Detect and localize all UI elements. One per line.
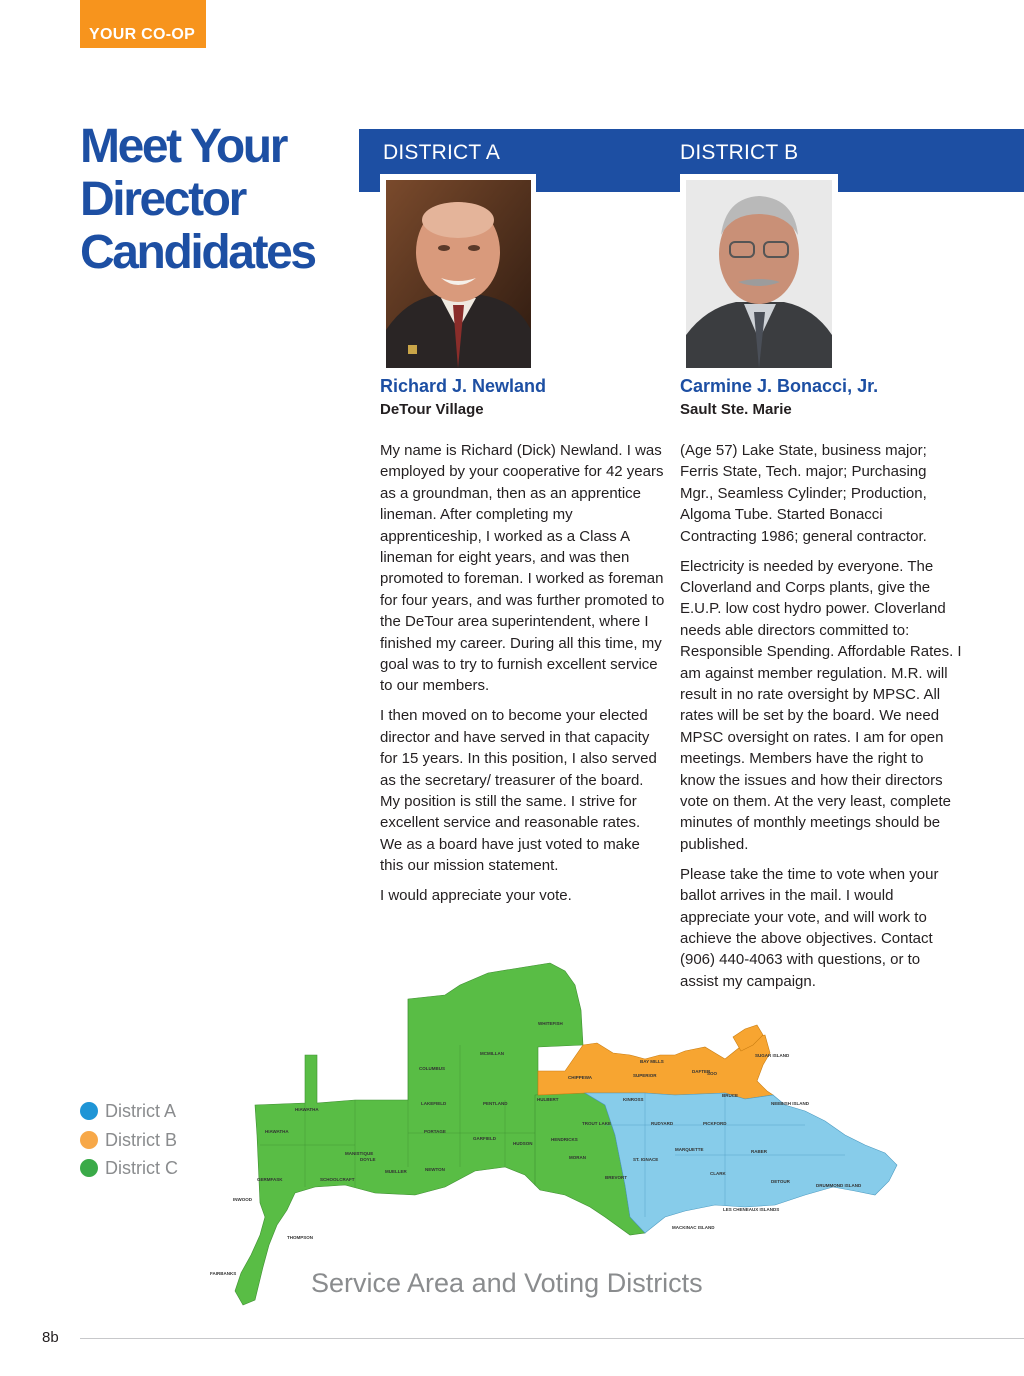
map-place-label: THOMPSON	[287, 1235, 314, 1240]
map-place-label: CHIPPEWA	[568, 1075, 593, 1080]
map-place-label: LES CHENEAUX ISLANDS	[723, 1207, 780, 1212]
legend-dot	[80, 1131, 98, 1149]
map-place-label: DETOUR	[771, 1179, 790, 1184]
map-place-label: SCHOOLCRAFT	[320, 1177, 355, 1182]
map-place-label: SUGAR ISLAND	[755, 1053, 790, 1058]
district-a-label: DISTRICT A	[383, 141, 501, 164]
legend-label: District C	[105, 1158, 178, 1178]
map-place-label: SOO	[707, 1071, 718, 1076]
page-title	[80, 120, 350, 279]
map-place-label: RABER	[751, 1149, 768, 1154]
bio-paragraph: Electricity is needed by everyone. The Cloverland and Corps plants, give the E.U.P. low cost hydro power. Cloverland needs able directors committed to: Responsible Spending. Affordable Rates. I am against member regulation. M.R. will result in no rate oversight by MPSC. All rates will be set by the board. We need MPSC oversight on rates. I am for open meetings. Members have the right to know the issues and how their directors vote on them. At the very least, complete minutes of monthly meetings should be published.	[680, 557, 962, 853]
map-place-label: NEWTON	[425, 1167, 445, 1172]
legend-label: District B	[105, 1129, 177, 1150]
candidate-a-bio	[380, 440, 665, 915]
map-place-label: MACKINAC ISLAND	[672, 1225, 715, 1230]
map-caption: Service Area and Voting Districts	[311, 1268, 703, 1298]
map-place-label: COLUMBUS	[419, 1066, 445, 1071]
bio-paragraph: I would appreciate your vote.	[380, 887, 572, 905]
candidate-a-town: DeTour Village	[380, 401, 484, 418]
map-place-label: DAFTER	[692, 1069, 711, 1074]
map-place-label: DOYLE	[360, 1157, 376, 1162]
district-c-region	[235, 963, 583, 1305]
map-place-label: LAKEFIELD	[421, 1101, 447, 1106]
legend-dot	[80, 1159, 98, 1177]
map-place-label: RUDYARD	[651, 1121, 674, 1126]
legend-label: District A	[105, 1101, 177, 1121]
map-place-label: MORAN	[569, 1155, 586, 1160]
candidate-a-name: Richard J. Newland	[380, 376, 547, 396]
map-place-label: WHITEFISH	[538, 1021, 563, 1026]
map-place-label: NEEBISH ISLAND	[771, 1101, 810, 1106]
map-place-label: HENDRICKS	[551, 1137, 578, 1142]
map-place-label: GARFIELD	[473, 1136, 496, 1141]
page-title-line: Candidates	[80, 226, 315, 279]
candidate-b-town: Sault Ste. Marie	[680, 401, 792, 418]
map-place-label: KINROSS	[623, 1097, 644, 1102]
map-place-label: HIAWATHA	[295, 1107, 319, 1112]
map-place-label: HIAWATHA	[265, 1129, 289, 1134]
legend-dot	[80, 1102, 98, 1120]
page-number: 8b	[42, 1329, 59, 1346]
map-place-label: ST. IGNACE	[633, 1157, 659, 1162]
candidate-b-photo	[686, 180, 832, 368]
map-place-label: FAIRBANKS	[210, 1271, 237, 1276]
map-place-label: BREVORT	[605, 1175, 628, 1180]
map-place-label: MARQUETTE	[675, 1147, 704, 1152]
map-place-label: CLARK	[710, 1171, 726, 1176]
map-place-label: MANISTIQUE	[345, 1151, 374, 1156]
map-place-label: HULBERT	[537, 1097, 559, 1102]
bio-paragraph: Please take the time to vote when your ballot arrives in the mail. I would appreciate your vote, and will work to achieve the above objectives. Contact (906) 440-4063 with questions, or to assist my campaign.	[680, 865, 939, 990]
map-place-label: PENTLAND	[483, 1101, 508, 1106]
map-place-label: MUELLER	[385, 1169, 407, 1174]
map-place-label: BAY MILLS	[640, 1059, 664, 1064]
map-place-label: GERMFASK	[257, 1177, 283, 1182]
map-place-label: BRUCE	[722, 1093, 739, 1098]
district-a-region	[585, 1093, 897, 1233]
footer-divider	[80, 1338, 1024, 1339]
candidate-a-photo	[386, 180, 531, 368]
bio-paragraph: I then moved on to become your elected director and have served in that capacity for 15 years. In this position, I also served as the secretary/ treasurer of the board. My position is still the same. I strive for excellent service and reasonable rates. We as a board have just voted to make this our mission statement.	[380, 707, 657, 875]
map-place-label: DRUMMOND ISLAND	[816, 1183, 862, 1188]
bio-paragraph: (Age 57) Lake State, business major; Ferris State, Tech. major; Purchasing Mgr., Seamless Cylinder; Production, Algoma Tube. Started Bonacci Contracting 1986; general contractor.	[680, 442, 927, 545]
section-tag: YOUR CO-OP	[80, 0, 206, 48]
district-b-label: DISTRICT B	[680, 141, 799, 164]
page-title-line: Director	[80, 173, 245, 226]
bio-paragraph: My name is Richard (Dick) Newland. I was employed by your cooperative for 42 years as a groundman, then as an apprentice lineman. After completing my apprenticeship, I worked as a Class A lineman for eight years, and was then promoted to foreman. I worked as foreman for four years, and was further promoted to the DeTour area superintendent, where I finished my career. During all this time, my goal was to try to furnish excellent service to our members.	[380, 442, 665, 695]
map-place-label: SUPERIOR	[633, 1073, 657, 1078]
candidate-b-bio	[680, 440, 962, 1001]
service-area-map	[205, 955, 905, 1315]
map-place-label: TROUT LAKE	[582, 1121, 611, 1126]
map-place-label: HUDSON	[513, 1141, 533, 1146]
map-place-label: MCMILLAN	[480, 1051, 504, 1056]
map-place-label: PORTAGE	[424, 1129, 446, 1134]
candidate-b-name: Carmine J. Bonacci, Jr.	[680, 376, 879, 396]
map-place-label: PICKFORD	[703, 1121, 727, 1126]
map-place-label: INWOOD	[233, 1197, 252, 1202]
page-title-line: Meet Your	[80, 120, 287, 173]
